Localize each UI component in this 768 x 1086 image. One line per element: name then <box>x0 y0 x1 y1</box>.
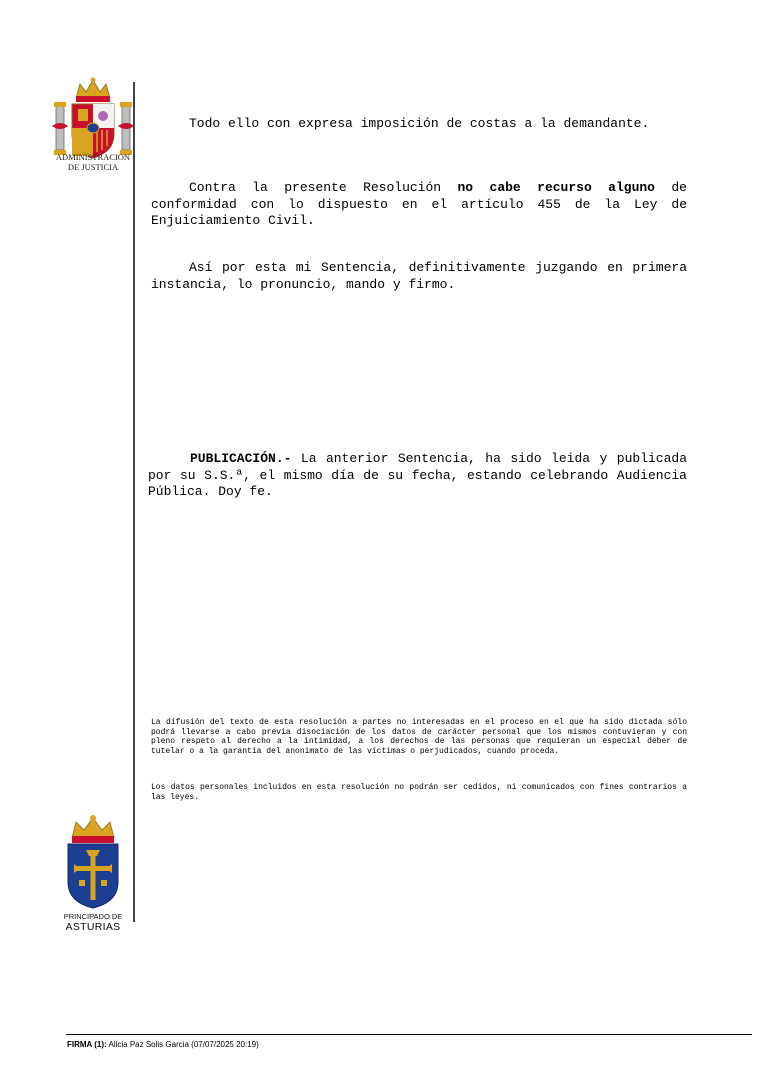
paragraph-fallo <box>151 260 687 293</box>
signature-label: FIRMA (1): <box>67 1040 107 1049</box>
paragraph-recurso <box>151 180 687 230</box>
paragraph-costas-text: Todo ello con expresa imposición de costas a la demandante. <box>189 116 650 131</box>
asturias-caption-line2: ASTURIAS <box>65 921 121 933</box>
asturias-caption <box>62 912 124 932</box>
emblem-caption-line2: DE JUSTICIA <box>67 162 119 172</box>
recurso-text-before: Contra la presente Resolución <box>189 180 458 195</box>
privacy-notice-text: La difusión del texto de esta resolución a partes no interesadas en el proceso en el que ha sido dictada sólo podrá llevarse a cabo previa disociación de los datos de carácter personal que los mismos contuvieran y con pleno respeto al derecho a la intimidad, a los derechos de las personas que requieran un especial deber de tutelar o a la garantía del anonimato de las víctimas o perjudicados, cuando proceda. <box>151 718 687 756</box>
asturias-caption-line1: PRINCIPADO DE <box>63 912 123 921</box>
signature-line <box>67 1040 259 1049</box>
margin-rule <box>133 82 135 922</box>
footer-rule <box>66 1034 752 1035</box>
emblem-caption-line1: ADMINISTRACION <box>55 152 131 162</box>
paragraph-fallo-text: Así por esta mi Sentencia, definitivamente juzgando en primera instancia, lo pronuncio, mando y firmo. <box>151 260 687 292</box>
paragraph-publicacion <box>148 451 687 501</box>
recurso-text-after: de conformidad con lo dispuesto en el artículo 455 de la Ley de Enjuiciamiento Civil. <box>151 180 687 228</box>
privacy-notice <box>151 718 687 756</box>
emblem-caption <box>50 152 136 172</box>
signature-value: Alicia Paz Solis Garcia (07/07/2025 20:19) <box>108 1040 259 1049</box>
publicacion-heading: PUBLICACIÓN.- <box>190 451 292 466</box>
asturias-coat-of-arms-icon <box>62 812 124 912</box>
data-protection-notice <box>151 783 687 802</box>
paragraph-costas <box>151 116 687 133</box>
recurso-bold: no cabe recurso alguno <box>457 180 655 195</box>
data-protection-notice-text: Los datos personales incluidos en esta resolución no podrán ser cedidos, ni comunicados con fines contrarios a las leyes. <box>151 783 687 802</box>
publicacion-text: La anterior Sentencia, ha sido leida y publicada por su S.S.ª, el mismo día de su fecha, estando celebrando Audiencia Pública. Doy fe. <box>148 451 687 499</box>
